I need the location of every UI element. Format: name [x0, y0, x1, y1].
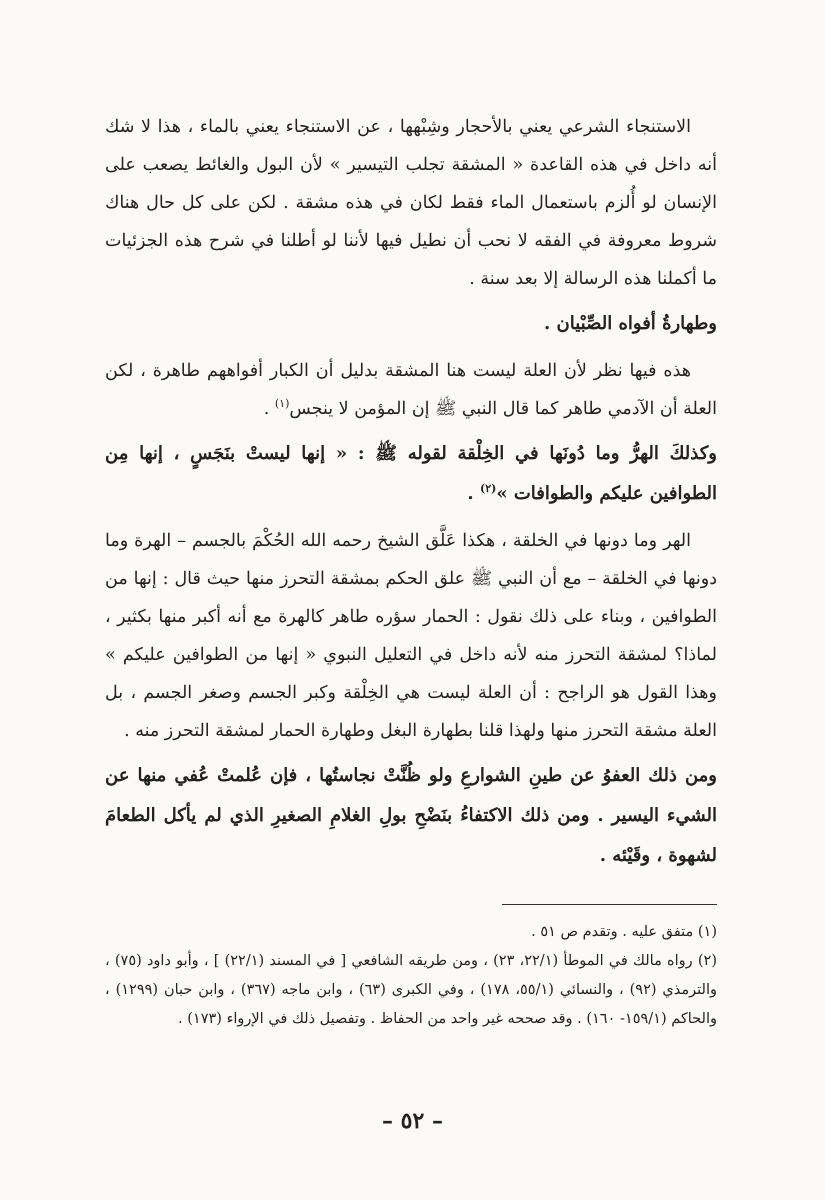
matn-paragraph-cat: [105, 434, 717, 514]
footnote-1: (١) متفق عليه . وتقدم ص ٥١ .: [531, 924, 717, 940]
commentary-paragraph-2: [105, 352, 717, 428]
matn-cat-text: وكذلكَ الهرُّ وما دُونَها في الخِلْقة لقوله ﷺ : « إنها ليستْ بنَجَسٍ ، إنها مِن الطوافين عليكم والطوافات »: [105, 443, 717, 504]
footnote-ref-2: (٢): [479, 482, 497, 495]
main-text: [105, 108, 717, 876]
commentary-paragraph-3: الهر وما دونها في الخلقة ، هكذا عَلَّق الشيخ رحمه الله الحُكْمَ بالجسم – الهرة وما دونها في الخلقة – مع أن النبي ﷺ علق الحكم بمشقة التحرز منها حيث قال : إنها من الطوافين ، وبناء على ذلك نقول : الحمار سؤره طاهر كالهرة مع أنه أكبر منها بكثير ، لماذا؟ لمشقة التحرز منه لأنه داخل في التعليل النبوي « إنها من الطوافين عليكم » وهذا القول هو الراجح : أن العلة ليست هي الخِلْقة وكبر الجسم وصغر الجسم ، بل العلة مشقة التحرز منها ولهذا قلنا بطهارة البغل وطهارة الحمار لمشقة التحرز منه .: [105, 531, 717, 741]
page-number: – ٥٢ –: [382, 1108, 443, 1134]
footnotes: [105, 918, 717, 1034]
matn-paragraph-streets: ومن ذلك العفوُ عن طينِ الشوارعِ ولو ظُنَّتْ نجاستُها ، فإن عُلمتْ عُفي منها عن الشيء اليسير . ومن ذلك الاكتفاءُ بنَضْحِ بولِ الغلامِ الصغيرِ الذي لم يأكل الطعامَ لشهوة ، وقَيْئه .: [105, 765, 717, 866]
footnote-separator: [502, 904, 717, 905]
commentary-paragraph-1: الاستنجاء الشرعي يعني بالأحجار وشِبْهها ، عن الاستنجاء يعني بالماء ، هذا لا شك أنه داخل في هذه القاعدة « المشقة تجلب التيسير » لأن البول والغائط يصعب على الإنسان لو أُلزم باستعمال الماء فقط لكان في هذه مشقة . لكن على كل حال هناك شروط معروفة في الفقه لا نحب أن نطيل فيها لأننا لو أطلنا في شرح هذه الجزئيات ما أكملنا هذه الرسالة إلا بعد سنة .: [105, 117, 718, 289]
footnote-ref-1: (١): [274, 397, 290, 411]
matn-line-mouths: وطهارةُ أفواه الصِّبْيان .: [544, 313, 717, 334]
commentary-2-text: هذه فيها نظر لأن العلة ليست هنا المشقة بدليل أن الكبار أفواههم طاهرة ، لكن العلة أن الآدمي طاهر كما قال النبي ﷺ إن المؤمن لا ينجس: [105, 361, 717, 419]
footnote-2: (٢) رواه مالك في الموطأ (٢٢/١، ٢٣) ، ومن طريقه الشافعي [ في المسند (٢٢/١) ] ، وأبو داود (٧٥) ، والترمذي (٩٢) ، والنسائي (٥٥/١، ١٧٨) ، وفي الكبرى (٦٣) ، وابن ماجه (٣٦٧) ، وابن حبان (١٢٩٩) ، والحاكم (١٥٩/١- ١٦٠) . وقد صححه غير واحد من الحفاظ . وتفصيل ذلك في الإرواء (١٧٣) .: [105, 953, 717, 1027]
matn-cat-end: .: [467, 483, 480, 504]
commentary-2-end: .: [263, 399, 275, 419]
